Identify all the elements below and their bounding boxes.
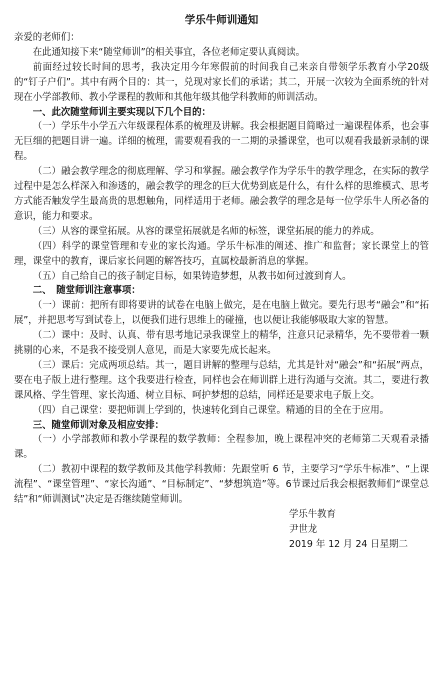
signature-block: [14, 508, 429, 553]
section-heading: 二、 随堂师训注意事项：: [32, 285, 141, 297]
section-item: （一）课前：把所有即将要讲的试卷在电脑上做完，是在电脑上做完。要先行思考“融会”和“拓展”，并把思考写到试卷上，以便我们进行思维上的碰撞，也以便让我能够吸取大家的智慧。: [14, 300, 429, 327]
section-heading: 三、随堂师训对象及相应安排：: [32, 419, 165, 431]
section-item: （二）教初中课程的数学教师及其他学科教师：先跟堂听 6 节，主要学习“学乐牛标准”、“上课流程”、“课堂管理”、“家长沟通”、“目标制定”、“梦想筑造”等。6节课过后我会根据教师们“课堂总结”和“师训测试”决定是否继续随堂师训。: [14, 464, 429, 506]
greeting: 亲爱的老师们：: [14, 32, 80, 43]
intro-paragraph: 前面经过较长时间的思考，我决定用今年寒假前的时间我自己来亲自带领学乐教育小学20级的“钉子户们”。其中有两个目的：其一，兑现对家长们的承诺；其二，开展一次较为全面系统的针对现在小学部教师、教小学课程的教师和其他年级其他学科教师的师训活动。: [14, 61, 429, 103]
section-heading: 一、此次随堂师训主要实现以下几个目的：: [32, 106, 211, 118]
intro-paragraph: 在此通知接下来“随堂师训”的相关事宜，各位老师定要认真阅读。: [32, 46, 306, 58]
section-item: （五）自己给自己的孩子制定目标，如果铸造梦想，从教书如何过渡到育人。: [32, 270, 352, 282]
section-item: （三）从容的课堂拓展。从容的课堂拓展就是名师的标签，课堂拓展的能力的养成。: [32, 225, 380, 237]
section-item: （四）科学的课堂管理和专业的家长沟通。学乐牛标准的阐述、推广和监督；家长课堂上的管理，课堂中的教育，课后家长问题的解答技巧，直属校最新消息的掌握。: [14, 240, 429, 267]
section-item: （一）学乐牛小学五六年级课程体系的梳理及讲解。我会根据题目简略过一遍课程体系，也会事无巨细的把题目讲一遍。详细的梳理，需要观看我的一二期的录播课堂，也可以观看我最新录制的课程。: [14, 121, 429, 163]
signature-date: 2019 年 12 月 24 日星期二: [289, 538, 408, 550]
section-item: （二）融会教学理念的彻底理解、学习和掌握。融会教学作为学乐牛的教学理念，在实际的教学过程中是怎么样深入和渗透的，融会教学的理念的巨大优势到底是什么，有什么样的思维模式、思考方式能否触发学生最高贵的思想触角，同样适用于老师。融会教学的理念是每一位学乐牛人所必备的意识，能力和要求。: [14, 166, 429, 222]
section-item: （二）课中：及时、认真、带有思考地记录我课堂上的精华，注意只记录精华，先不要带着一颗挑剔的心来，不是我不接受别人意见，而是大家要先成长起来。: [14, 330, 429, 357]
notice-title: 学乐牛师训通知: [184, 14, 259, 26]
section-item: （三）课后：完成两项总结。其一，题目讲解的整理与总结，尤其是针对“融会”和“拓展”两点，要在电子版上进行整理。这个我要进行检查，同样也会在师训群上进行沟通与交流。其二，要进行教课风格、学生管理、家长沟通、树立目标、呵护梦想的总结，同样还是要求电子版上交。: [14, 359, 429, 401]
signature-name: 尹世龙: [289, 523, 318, 535]
section-item: （一）小学部教师和教小学课程的数学教师：全程参加，晚上课程冲突的老师第二天观看录播课。: [14, 434, 429, 461]
signature-org: 学乐牛教育: [289, 509, 336, 520]
section-item: （四）自己课堂：要把师训上学到的，快速转化到自己课堂。精通的目的全在于应用。: [32, 404, 390, 416]
